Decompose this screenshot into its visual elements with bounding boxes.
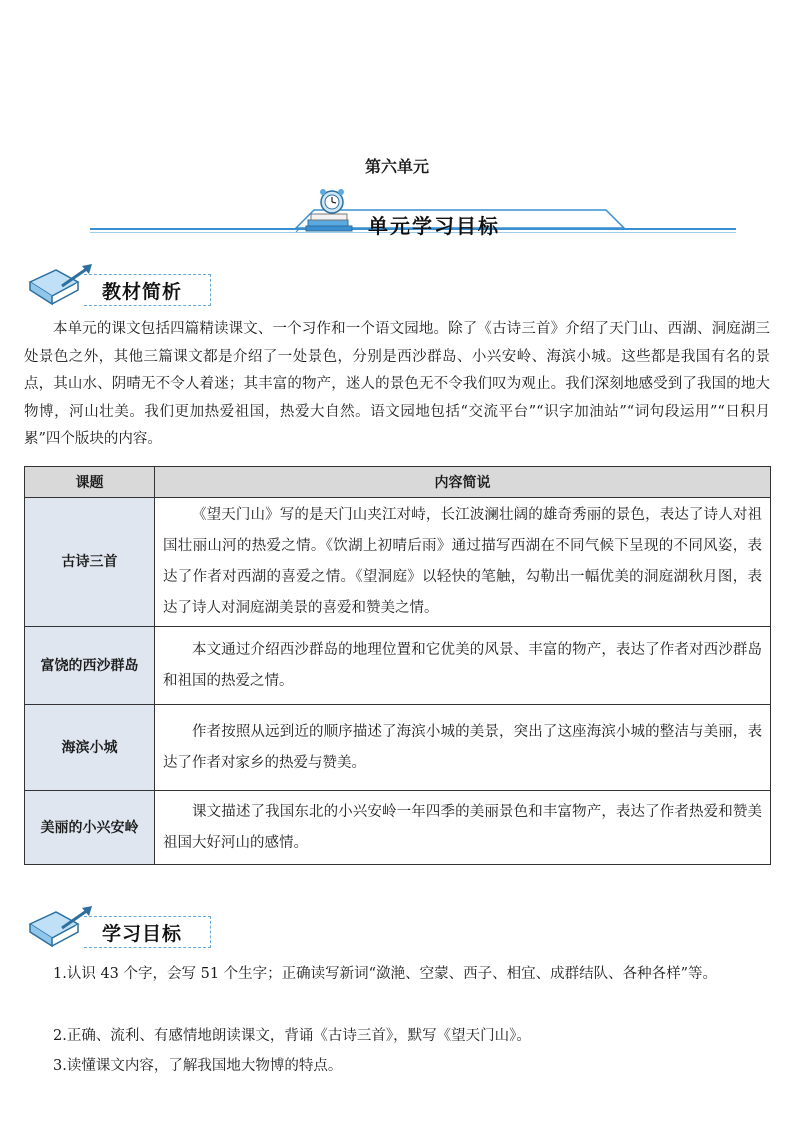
header-topic: 课题 <box>25 467 155 498</box>
goal-item: 2.正确、流利、有感情地朗读课文，背诵《古诗三首》，默写《望天门山》。 <box>53 1028 531 1044</box>
table-row <box>25 791 771 865</box>
table-content: 《望天门山》写的是天门山夹江对峙，长江波澜壮阔的雄奇秀丽的景色，表达了诗人对祖国壮丽山河的热爱之情。《饮湖上初晴后雨》通过描写西湖在不同气候下呈现的不同风姿，表达了作者对西湖的喜爱之情。《望洞庭》以轻快的笔触，勾勒出一幅优美的洞庭湖秋月图，表达了诗人对洞庭湖美景的喜爱和赞美之情。 <box>155 498 771 627</box>
table-topic: 美丽的小兴安岭 <box>25 791 155 865</box>
table-row <box>25 498 771 627</box>
unit-goals-banner <box>90 188 736 240</box>
table-content: 课文描述了我国东北的小兴安岭一年四季的美丽景色和丰富物产，表达了作者热爱和赞美祖国大好河山的感情。 <box>155 791 771 865</box>
section-heading-goals <box>26 904 216 950</box>
section-heading-analysis <box>26 262 216 308</box>
table-topic: 海滨小城 <box>25 705 155 791</box>
header-content: 内容简说 <box>155 467 771 498</box>
section-heading-label: 学习目标 <box>102 923 183 945</box>
table-row <box>25 627 771 705</box>
table-content: 作者按照从远到近的顺序描述了海滨小城的美景，突出了这座海滨小城的整洁与美丽，表达了作者对家乡的热爱与赞美。 <box>155 705 771 791</box>
table-header-row <box>25 467 771 498</box>
table-row <box>25 705 771 791</box>
table-topic: 富饶的西沙群岛 <box>25 627 155 705</box>
section-heading-label: 教材简析 <box>102 281 183 303</box>
table-content: 本文通过介绍西沙群岛的地理位置和它优美的风景、丰富的物产，表达了作者对西沙群岛和祖国的热爱之情。 <box>155 627 771 705</box>
table-topic: 古诗三首 <box>25 498 155 627</box>
analysis-paragraph: 本单元的课文包括四篇精读课文、一个习作和一个语文园地。除了《古诗三首》介绍了天门山、西湖、洞庭湖三处景色之外，其他三篇课文都是介绍了一处景色，分别是西沙群岛、小兴安岭、海滨小城。这些都是我国有名的景点，其山水、阴晴无不令人着迷；其丰富的物产，迷人的景色无不令我们叹为观止。我们深刻地感受到了我国的地大物博，河山壮美。我们更加热爱祖国，热爱大自然。语文园地包括“交流平台”“识字加油站”“词句段运用”“日积月累”四个版块的内容。 <box>24 321 770 448</box>
book-arrow-icon <box>26 262 106 308</box>
unit-title: 第六单元 <box>364 157 429 176</box>
goal-item: 3.读懂课文内容，了解我国地大物博的特点。 <box>53 1058 343 1074</box>
books-clock-icon <box>302 188 362 234</box>
book-arrow-icon <box>26 904 106 950</box>
goal-item: 1.认识 43 个字，会写 51 个生字；正确读写新词“潋滟、空蒙、西子、相宜、成群结队、各种各样”等。 <box>53 966 717 982</box>
content-table <box>24 466 771 865</box>
banner-title: 单元学习目标 <box>368 214 500 238</box>
